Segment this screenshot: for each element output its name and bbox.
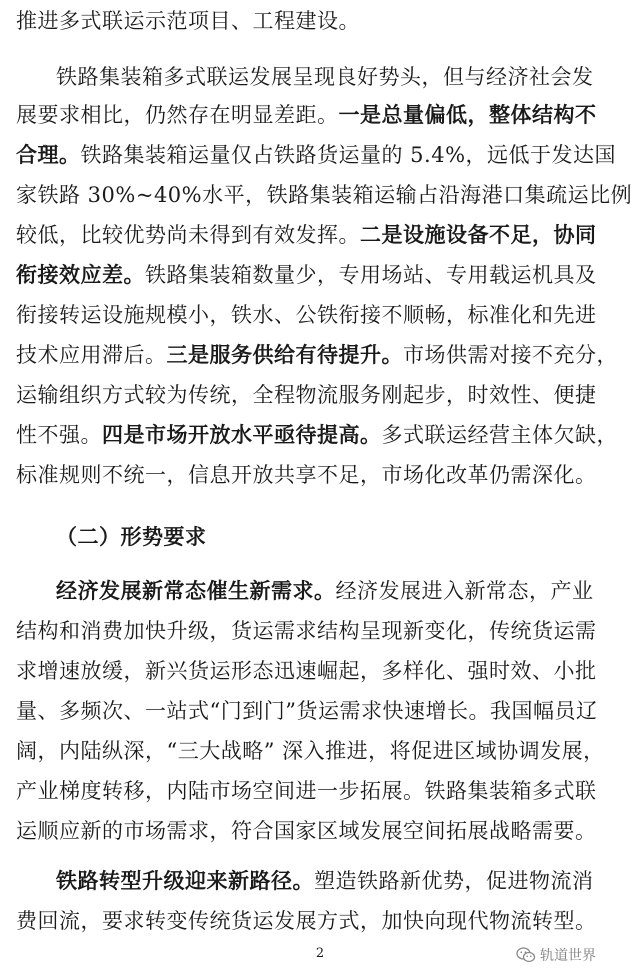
paragraph-line: [0, 102, 640, 128]
text-span: 家铁路 30%~40%水平，铁路集装箱运输占沿海港口集疏运比例: [16, 183, 633, 207]
watermark: [512, 944, 600, 966]
paragraph-line: [0, 658, 640, 684]
text-span: 标准规则不统一，信息开放共享不足，市场化改革仍需深化。: [16, 463, 597, 487]
section-heading: [0, 524, 640, 550]
text-span: 结构和消费加快升级，货运需求结构呈现新变化，传统货运需: [16, 619, 597, 643]
text-span: 运顺应新的市场需求，符合国家区域发展空间拓展战略需要。: [16, 819, 597, 843]
text-span: 推进多式联运示范项目、工程建设。: [16, 9, 360, 33]
text-span: 塑造铁路新优势，促进物流消: [314, 869, 594, 893]
text-span: 性不强。: [16, 423, 102, 447]
emphasis-text: 三是服务供给有待提升。: [166, 342, 403, 367]
text-span: 费回流，要求转变传统货运发展方式，加快向现代物流转型。: [16, 909, 597, 933]
heading-text: （二）形势要求: [56, 524, 207, 549]
paragraph-line: [0, 738, 640, 764]
paragraph-line: [0, 64, 640, 90]
paragraph-line: [0, 342, 640, 368]
emphasis-text: 合理。: [16, 142, 81, 167]
text-span: 多式联运经营主体欠缺，: [381, 423, 618, 447]
emphasis-text: 经济发展新常态催生新需求。: [56, 578, 336, 603]
text-span: 市场供需对接不充分，: [403, 343, 618, 367]
paragraph-line: [0, 578, 640, 604]
emphasis-text: 二是设施设备不足，协同: [360, 222, 597, 247]
emphasis-text: 衔接效应差。: [16, 262, 145, 287]
text-span: 产业梯度转移，内陆市场空间进一步拓展。铁路集装箱多式联: [16, 779, 597, 803]
paragraph-line: [0, 302, 640, 328]
emphasis-text: 四是市场开放水平亟待提高。: [102, 422, 382, 447]
text-span: 展要求相比，仍然存在明显差距。: [16, 103, 339, 127]
page-number: 2: [315, 946, 325, 961]
paragraph-line: [0, 698, 640, 724]
paragraph-line: [0, 868, 640, 894]
paragraph-line: [0, 462, 640, 488]
paragraph-line: [0, 382, 640, 408]
emphasis-text: 一是总量偏低，整体结构不: [338, 102, 597, 127]
paragraph-line: [0, 182, 640, 208]
paragraph-line: [0, 618, 640, 644]
text-span: 铁路集装箱运量仅占铁路货运量的 5.4%，远低于发达国: [80, 143, 617, 167]
text-span: 技术应用滞后。: [16, 343, 167, 367]
paragraph-line: [0, 422, 640, 448]
text-span: 阔，内陆纵深，“三大战略” 深入推进，将促进区域协调发展，: [16, 739, 605, 763]
paragraph-line: [0, 8, 640, 34]
text-span: 量、多频次、一站式“门到门”货运需求快速增长。我国幅员辽: [16, 699, 598, 723]
text-span: 铁路集装箱数量少，专用场站、专用载运机具及: [145, 263, 597, 287]
paragraph-line: [0, 222, 640, 248]
paragraph-line: [0, 908, 640, 934]
wechat-icon: [516, 947, 536, 963]
paragraph-line: [0, 262, 640, 288]
text-span: 较低，比较优势尚未得到有效发挥。: [16, 223, 360, 247]
text-span: 铁路集装箱多式联运发展呈现良好势头，但与经济社会发: [56, 65, 594, 89]
paragraph-line: [0, 142, 640, 168]
text-span: 经济发展进入新常态，产业: [335, 579, 594, 603]
emphasis-text: 铁路转型升级迎来新路径。: [56, 868, 314, 893]
paragraph-line: [0, 818, 640, 844]
text-span: 求增速放缓，新兴货运形态迅速崛起，多样化、强时效、小批: [16, 659, 597, 683]
watermark-text: 轨道世界: [540, 948, 596, 964]
text-span: 衔接转运设施规模小，铁水、公铁衔接不顺畅，标准化和先进: [16, 303, 597, 327]
text-span: 运输组织方式较为传统，全程物流服务刚起步，时效性、便捷: [16, 383, 597, 407]
paragraph-line: [0, 778, 640, 804]
